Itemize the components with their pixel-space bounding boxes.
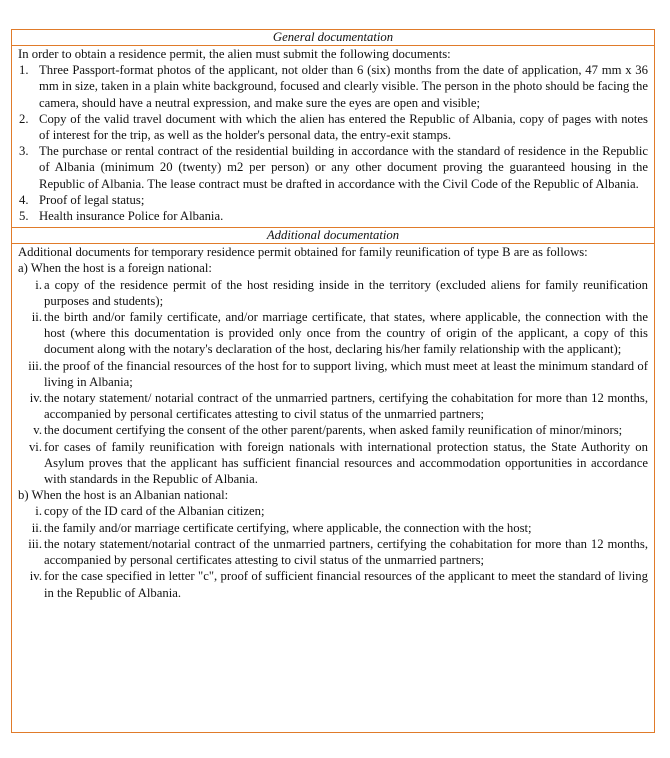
list-item: 2. Copy of the valid travel document with which the alien has entered the Republic of Albania, copy of pages with notes of interest for the trip, as well as the holder's personal data, the entry-exit stamps. bbox=[19, 111, 648, 143]
additional-heading: Additional documentation bbox=[12, 228, 654, 244]
group-b-title: b) When the host is an Albanian national: bbox=[18, 488, 229, 503]
list-item: ii. the family and/or marriage certificate certifying, where applicable, the connection with the host; bbox=[31, 520, 532, 535]
additional-section bbox=[12, 244, 654, 603]
group-a-title: a) When the host is a foreign national: bbox=[18, 261, 212, 276]
list-item: i. copy of the ID card of the Albanian citizen; bbox=[35, 504, 265, 519]
list-item: v. the document certifying the consent of the other parent/parents, when asked family reunification of minor/minors; bbox=[33, 423, 623, 438]
list-item: 4. Proof of legal status; bbox=[19, 192, 145, 207]
list-item: 3. The purchase or rental contract of the residential building in accordance with the standard of residence in the Republic of Albania (minimum 20 (twenty) m2 per person) or any other document proving the guaranteed housing in the Republic of Albania. The lease contract must be drafted in accordance with the Civil Code of the Republic of Albania. bbox=[19, 144, 648, 191]
list-item: 5. Health insurance Police for Albania. bbox=[19, 209, 224, 224]
general-section bbox=[12, 46, 654, 228]
group-b-list bbox=[18, 503, 648, 600]
documentation-table bbox=[11, 29, 655, 733]
additional-intro: Additional documents for temporary residence permit obtained for family reunification of type B are as follows: bbox=[18, 245, 588, 260]
list-item: iv. the notary statement/ notarial contract of the unmarried partners, certifying the cohabitation for more than 12 months, accompanied by personal certificates attesting to civil status of the unmarried partners; bbox=[29, 391, 648, 422]
list-item: iv. for the case specified in letter "c", proof of sufficient financial resources of the applicant to meet the standard of living in the Republic of Albania. bbox=[29, 569, 648, 600]
list-item: ii. the birth and/or family certificate, and/or marriage certificate, that states, where applicable, the connection with the host (where this documentation is provided only once from the country of origin of the applicant, a copy of this document along with the notary's declaration of the host, declaring his/her family relationship with the applicant); bbox=[31, 310, 648, 357]
general-heading: General documentation bbox=[12, 30, 654, 46]
general-list bbox=[18, 62, 648, 224]
list-item: 1. Three Passport-format photos of the applicant, not older than 6 (six) months from the date of application, 47 mm x 36 mm in size, taken in a plain white background, focused and clearly visible. The person in the photo should be facing the camera, should have a neutral expression, and make sure the eyes are open and visible; bbox=[19, 63, 648, 110]
list-item: vi. for cases of family reunification with foreign nationals with international protection status, the State Authority on Asylum proves that the applicant has sufficient financial resources and accommodation opportunities in accordance with standards in the Republic of Albania. bbox=[28, 439, 648, 487]
group-a-list bbox=[18, 277, 648, 488]
general-intro: In order to obtain a residence permit, the alien must submit the following documents: bbox=[18, 47, 451, 61]
list-item: iii. the proof of the financial resources of the host for to support living, which must meet at least the minimum standard of living in Albania; bbox=[28, 358, 648, 389]
list-item: iii. the notary statement/notarial contract of the unmarried partners, certifying the cohabitation for more than 12 months, accompanied by personal certificates attesting to civil status of the unmarried partners; bbox=[28, 536, 648, 568]
list-item: i. a copy of the residence permit of the host residing inside in the territory (excluded aliens for family reunification purposes and students); bbox=[35, 277, 648, 308]
